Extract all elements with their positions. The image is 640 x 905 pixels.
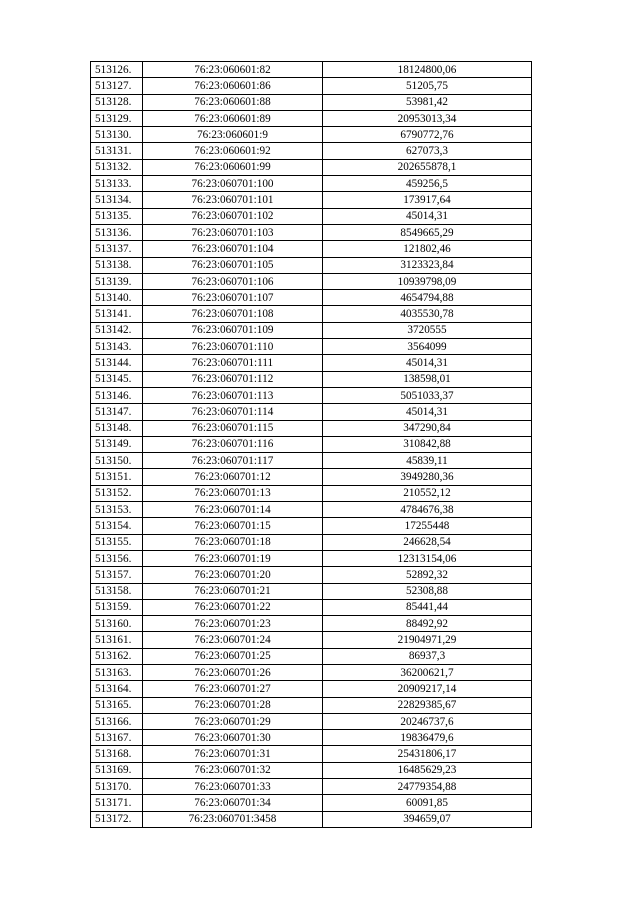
table-row — [91, 436, 532, 452]
cadastral-number-cell: 76:23:060701:100 — [143, 176, 323, 192]
cadastral-value-cell: 310842,88 — [323, 436, 532, 452]
row-number-cell: 513146. — [91, 387, 143, 403]
row-number-cell: 513127. — [91, 78, 143, 94]
row-number-cell: 513131. — [91, 143, 143, 159]
row-number-cell: 513153. — [91, 502, 143, 518]
cadastral-number-cell: 76:23:060701:108 — [143, 306, 323, 322]
row-number-cell: 513150. — [91, 453, 143, 469]
row-number-cell: 513137. — [91, 241, 143, 257]
cadastral-value-cell: 25431806,17 — [323, 746, 532, 762]
cadastral-number-cell: 76:23:060701:12 — [143, 469, 323, 485]
cadastral-number-cell: 76:23:060701:107 — [143, 290, 323, 306]
cadastral-number-cell: 76:23:060701:26 — [143, 664, 323, 680]
row-number-cell: 513162. — [91, 648, 143, 664]
table-row — [91, 143, 532, 159]
table-row — [91, 599, 532, 615]
row-number-cell: 513164. — [91, 681, 143, 697]
cadastral-value-cell: 22829385,67 — [323, 697, 532, 713]
table-row — [91, 78, 532, 94]
cadastral-number-cell: 76:23:060601:92 — [143, 143, 323, 159]
table-row — [91, 387, 532, 403]
cadastral-value-cell: 246628,54 — [323, 534, 532, 550]
cadastral-value-cell: 88492,92 — [323, 616, 532, 632]
table-row — [91, 502, 532, 518]
row-number-cell: 513143. — [91, 339, 143, 355]
table-row — [91, 616, 532, 632]
table-row — [91, 273, 532, 289]
cadastral-number-cell: 76:23:060601:89 — [143, 110, 323, 126]
table-row — [91, 110, 532, 126]
table-body — [91, 62, 532, 828]
row-number-cell: 513151. — [91, 469, 143, 485]
cadastral-number-cell: 76:23:060701:32 — [143, 762, 323, 778]
table-row — [91, 697, 532, 713]
row-number-cell: 513148. — [91, 420, 143, 436]
cadastral-value-cell: 4784676,38 — [323, 502, 532, 518]
row-number-cell: 513149. — [91, 436, 143, 452]
row-number-cell: 513132. — [91, 159, 143, 175]
cadastral-value-cell: 19836479,6 — [323, 730, 532, 746]
cadastral-number-cell: 76:23:060701:13 — [143, 485, 323, 501]
cadastral-value-cell: 3949280,36 — [323, 469, 532, 485]
cadastral-number-cell: 76:23:060701:28 — [143, 697, 323, 713]
row-number-cell: 513163. — [91, 664, 143, 680]
table-row — [91, 94, 532, 110]
table-row — [91, 567, 532, 583]
cadastral-value-cell: 210552,12 — [323, 485, 532, 501]
cadastral-value-cell: 18124800,06 — [323, 62, 532, 78]
table-row — [91, 632, 532, 648]
cadastral-value-cell: 20909217,14 — [323, 681, 532, 697]
cadastral-value-cell: 8549665,29 — [323, 224, 532, 240]
row-number-cell: 513155. — [91, 534, 143, 550]
table-row — [91, 355, 532, 371]
table-row — [91, 224, 532, 240]
cadastral-number-cell: 76:23:060701:21 — [143, 583, 323, 599]
row-number-cell: 513171. — [91, 795, 143, 811]
cadastral-number-cell: 76:23:060701:102 — [143, 208, 323, 224]
table-row — [91, 485, 532, 501]
row-number-cell: 513161. — [91, 632, 143, 648]
cadastral-number-cell: 76:23:060701:18 — [143, 534, 323, 550]
cadastral-value-cell: 347290,84 — [323, 420, 532, 436]
cadastral-value-cell: 12313154,06 — [323, 550, 532, 566]
cadastral-number-cell: 76:23:060701:33 — [143, 779, 323, 795]
cadastral-value-cell: 53981,42 — [323, 94, 532, 110]
cadastral-value-cell: 51205,75 — [323, 78, 532, 94]
cadastral-value-table — [90, 61, 532, 828]
cadastral-value-cell: 45014,31 — [323, 208, 532, 224]
table-row — [91, 469, 532, 485]
cadastral-value-cell: 16485629,23 — [323, 762, 532, 778]
cadastral-number-cell: 76:23:060701:29 — [143, 713, 323, 729]
table-row — [91, 534, 532, 550]
cadastral-number-cell: 76:23:060701:117 — [143, 453, 323, 469]
row-number-cell: 513133. — [91, 176, 143, 192]
cadastral-number-cell: 76:23:060701:113 — [143, 387, 323, 403]
row-number-cell: 513138. — [91, 257, 143, 273]
cadastral-value-cell: 121802,46 — [323, 241, 532, 257]
row-number-cell: 513172. — [91, 811, 143, 827]
cadastral-number-cell: 76:23:060701:15 — [143, 518, 323, 534]
cadastral-value-cell: 4654794,88 — [323, 290, 532, 306]
row-number-cell: 513126. — [91, 62, 143, 78]
row-number-cell: 513152. — [91, 485, 143, 501]
cadastral-number-cell: 76:23:060601:99 — [143, 159, 323, 175]
table-row — [91, 404, 532, 420]
cadastral-value-cell: 45014,31 — [323, 355, 532, 371]
cadastral-number-cell: 76:23:060701:104 — [143, 241, 323, 257]
row-number-cell: 513142. — [91, 322, 143, 338]
cadastral-value-cell: 52308,88 — [323, 583, 532, 599]
row-number-cell: 513170. — [91, 779, 143, 795]
table-row — [91, 795, 532, 811]
cadastral-value-cell: 3123323,84 — [323, 257, 532, 273]
cadastral-number-cell: 76:23:060701:22 — [143, 599, 323, 615]
cadastral-number-cell: 76:23:060601:86 — [143, 78, 323, 94]
cadastral-number-cell: 76:23:060601:82 — [143, 62, 323, 78]
cadastral-number-cell: 76:23:060701:105 — [143, 257, 323, 273]
cadastral-number-cell: 76:23:060701:20 — [143, 567, 323, 583]
cadastral-value-cell: 21904971,29 — [323, 632, 532, 648]
cadastral-number-cell: 76:23:060701:109 — [143, 322, 323, 338]
table-row — [91, 176, 532, 192]
table-row — [91, 322, 532, 338]
row-number-cell: 513168. — [91, 746, 143, 762]
row-number-cell: 513166. — [91, 713, 143, 729]
cadastral-number-cell: 76:23:060701:103 — [143, 224, 323, 240]
cadastral-number-cell: 76:23:060701:101 — [143, 192, 323, 208]
cadastral-number-cell: 76:23:060601:9 — [143, 127, 323, 143]
cadastral-number-cell: 76:23:060701:3458 — [143, 811, 323, 827]
row-number-cell: 513135. — [91, 208, 143, 224]
table-row — [91, 371, 532, 387]
row-number-cell: 513159. — [91, 599, 143, 615]
table-row — [91, 664, 532, 680]
table-row — [91, 453, 532, 469]
table-row — [91, 208, 532, 224]
cadastral-value-cell: 17255448 — [323, 518, 532, 534]
row-number-cell: 513167. — [91, 730, 143, 746]
cadastral-value-cell: 36200621,7 — [323, 664, 532, 680]
row-number-cell: 513129. — [91, 110, 143, 126]
table-row — [91, 192, 532, 208]
cadastral-value-cell: 85441,44 — [323, 599, 532, 615]
row-number-cell: 513156. — [91, 550, 143, 566]
table-row — [91, 811, 532, 827]
table-row — [91, 290, 532, 306]
table-row — [91, 127, 532, 143]
table-row — [91, 339, 532, 355]
cadastral-number-cell: 76:23:060701:30 — [143, 730, 323, 746]
row-number-cell: 513165. — [91, 697, 143, 713]
cadastral-number-cell: 76:23:060701:23 — [143, 616, 323, 632]
table-row — [91, 681, 532, 697]
cadastral-value-cell: 20246737,6 — [323, 713, 532, 729]
row-number-cell: 513140. — [91, 290, 143, 306]
cadastral-value-cell: 173917,64 — [323, 192, 532, 208]
row-number-cell: 513169. — [91, 762, 143, 778]
cadastral-value-cell: 24779354,88 — [323, 779, 532, 795]
table-row — [91, 583, 532, 599]
cadastral-value-cell: 3720555 — [323, 322, 532, 338]
cadastral-number-cell: 76:23:060701:114 — [143, 404, 323, 420]
cadastral-number-cell: 76:23:060701:115 — [143, 420, 323, 436]
table-row — [91, 62, 532, 78]
cadastral-number-cell: 76:23:060701:24 — [143, 632, 323, 648]
table-row — [91, 420, 532, 436]
row-number-cell: 513144. — [91, 355, 143, 371]
cadastral-value-cell: 3564099 — [323, 339, 532, 355]
cadastral-number-cell: 76:23:060701:25 — [143, 648, 323, 664]
cadastral-number-cell: 76:23:060701:110 — [143, 339, 323, 355]
cadastral-value-cell: 202655878,1 — [323, 159, 532, 175]
cadastral-number-cell: 76:23:060601:88 — [143, 94, 323, 110]
row-number-cell: 513139. — [91, 273, 143, 289]
cadastral-value-cell: 5051033,37 — [323, 387, 532, 403]
cadastral-number-cell: 76:23:060701:34 — [143, 795, 323, 811]
table-row — [91, 306, 532, 322]
cadastral-value-cell: 394659,07 — [323, 811, 532, 827]
cadastral-value-cell: 4035530,78 — [323, 306, 532, 322]
cadastral-value-cell: 60091,85 — [323, 795, 532, 811]
row-number-cell: 513154. — [91, 518, 143, 534]
cadastral-number-cell: 76:23:060701:112 — [143, 371, 323, 387]
table-row — [91, 730, 532, 746]
cadastral-number-cell: 76:23:060701:31 — [143, 746, 323, 762]
row-number-cell: 513141. — [91, 306, 143, 322]
table-row — [91, 746, 532, 762]
cadastral-value-cell: 10939798,09 — [323, 273, 532, 289]
cadastral-value-cell: 459256,5 — [323, 176, 532, 192]
cadastral-number-cell: 76:23:060701:116 — [143, 436, 323, 452]
table-row — [91, 257, 532, 273]
cadastral-value-cell: 52892,32 — [323, 567, 532, 583]
cadastral-value-cell: 45839,11 — [323, 453, 532, 469]
row-number-cell: 513160. — [91, 616, 143, 632]
table-row — [91, 648, 532, 664]
table-row — [91, 779, 532, 795]
cadastral-value-cell: 45014,31 — [323, 404, 532, 420]
table-row — [91, 518, 532, 534]
cadastral-number-cell: 76:23:060701:14 — [143, 502, 323, 518]
cadastral-number-cell: 76:23:060701:111 — [143, 355, 323, 371]
row-number-cell: 513134. — [91, 192, 143, 208]
row-number-cell: 513136. — [91, 224, 143, 240]
cadastral-number-cell: 76:23:060701:19 — [143, 550, 323, 566]
table-row — [91, 159, 532, 175]
cadastral-number-cell: 76:23:060701:27 — [143, 681, 323, 697]
table-row — [91, 241, 532, 257]
table-row — [91, 762, 532, 778]
cadastral-number-cell: 76:23:060701:106 — [143, 273, 323, 289]
row-number-cell: 513147. — [91, 404, 143, 420]
cadastral-value-cell: 138598,01 — [323, 371, 532, 387]
row-number-cell: 513128. — [91, 94, 143, 110]
row-number-cell: 513145. — [91, 371, 143, 387]
table-row — [91, 713, 532, 729]
cadastral-value-cell: 20953013,34 — [323, 110, 532, 126]
row-number-cell: 513130. — [91, 127, 143, 143]
cadastral-value-cell: 86937,3 — [323, 648, 532, 664]
table-row — [91, 550, 532, 566]
row-number-cell: 513158. — [91, 583, 143, 599]
cadastral-value-cell: 627073,3 — [323, 143, 532, 159]
row-number-cell: 513157. — [91, 567, 143, 583]
cadastral-value-cell: 6790772,76 — [323, 127, 532, 143]
